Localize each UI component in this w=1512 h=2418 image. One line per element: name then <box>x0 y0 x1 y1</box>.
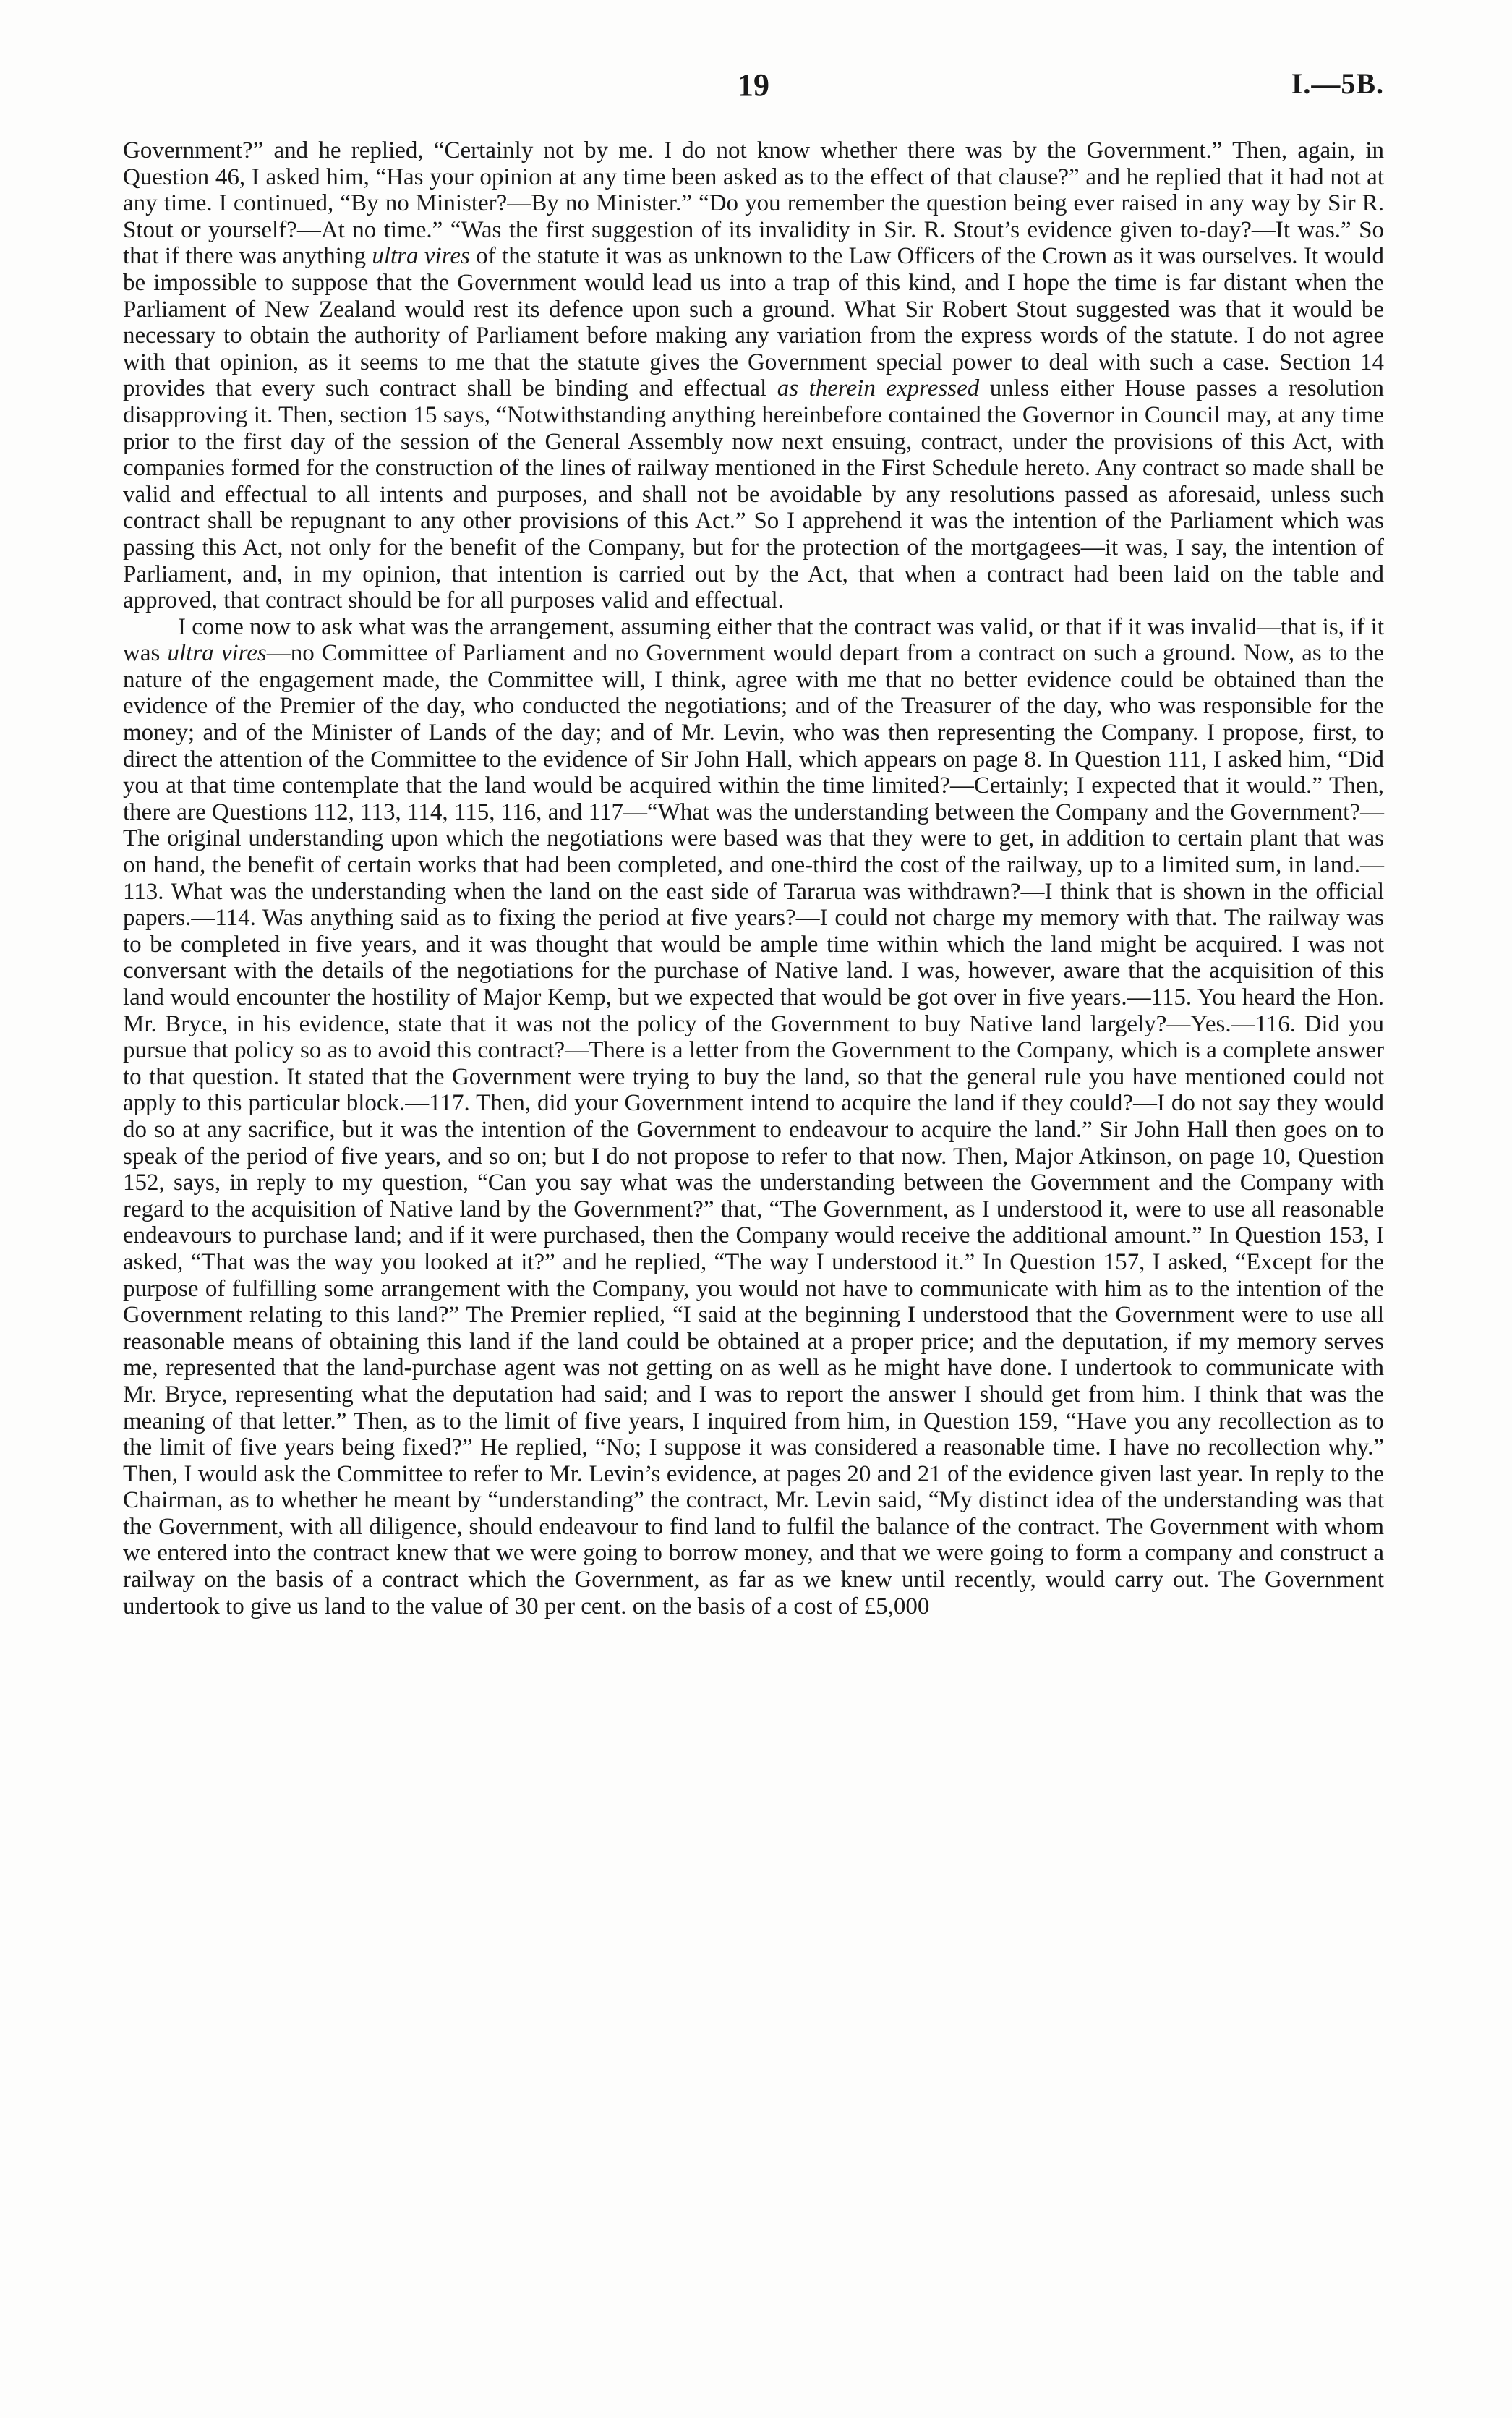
text-run: —no Committee of Parliament and no Government would depart from a contract on such a ground. Now, as to the nature of the engagement made, the Committee will, I think, agree with me that no better evidence could be obtained than the evidence of the Premier of the day, who conducted the negotiations; and of the Treasurer of the day, who was responsible for the money; and of the Minister of Lands of the day; and of Mr. Levin, who was then representing the Company. I propose, first, to direct the attention of the Committee to the evidence of Sir John Hall, which appears on page 8. In Question 111, I asked him, “Did you at that time contemplate that the land would be acquired within the time limited?—Certainly; I expected that it would.” Then, there are Questions 112, 113, 114, 115, 116, and 117—“What was the understanding between the Company and the Government?—The original understanding upon which the negotiations were based was that they were to get, in addition to certain plant that was on hand, the benefit of certain works that had been completed, and one-third the cost of the railway, up to a limited sum, in land.—113. What was the understanding when the land on the east side of Tararua was withdrawn?—I think that is shown in the official papers.—114. Was anything said as to fixing the period at five years?—I could not charge my memory with that. The railway was to be completed in five years, and it was thought that would be ample time within which the land might be acquired. I was not conversant with the details of the negotiations for the purchase of Native land. I was, however, aware that the acquisition of this land would encounter the hostility of Major Kemp, but we expected that would be got over in five years.—115. You heard the Hon. Mr. Bryce, in his evidence, state that it was not the policy of the Government to buy Native land largely?—Yes.—116. Did you pursue that policy so as to avoid this contract?—There is a letter from the Government to the Company, which is a complete answer to that question. It stated that the Government were trying to buy the land, so that the general rule you have mentioned could not apply to this particular block.—117. Then, did your Government intend to acquire the land if they could?—I do not say they would do so at any sacrifice, but it was the intention of the Government to endeavour to acquire the land.” Sir John Hall then goes on to speak of the period of five years, and so on; but I do not propose to refer to that now. Then, Major Atkinson, on page 10, Question 152, says, in reply to my question, “Can you say what was the understanding between the Government and the Company with regard to the acquisition of Native land by the Government?” that, “The Government, as I understood it, were to use all reasonable endeavours to purchase land; and if it were purchased, then the Company would receive the additional amount.” In Question 153, I asked, “That was the way you looked at it?” and he replied, “The way I understood it.” In Question 157, I asked, “Except for the purpose of fulfilling some arrangement with the Company, you would not have to communicate with him as to the intention of the Government relating to this land?” The Premier replied, “I said at the beginning I understood that the Government were to use all reasonable means of obtaining this land if the land could be obtained at a proper price; and the deputation, if my memory serves me, represented that the land-purchase agent was not getting on as well as he might have done. I undertook to communicate with Mr. Bryce, representing what the deputation had said; and I was to report the answer I should get from him. I think that was the meaning of that letter.” Then, as to the limit of five years, I inquired from him, in Question 159, “Have you any recollection as to the limit of five years being fixed?” He replied, “No; I suppose it was considered a reasonable time. I have no recollection why.” Then, I would ask the Committee to refer to Mr. Levin’s evidence, at pages 20 and 21 of the evidence given last year. In reply to the Chairman, as to whether he meant by “understanding” the contract, Mr. Levin said, “My distinct idea of the understanding was that the Government, with all diligence, should endeavour to find land to fulfil the balance of the contract. The Government with whom we entered into the contract knew that we were going to borrow money, and that we were going to form a company and construct a railway on the basis of a contract which the Government, as far as we knew until recently, would carry out. The Government undertook to give us land to the value of 30 per cent. on the basis of a cost of £5,000 <box>123 640 1384 1619</box>
italic-phrase: ultra vires <box>167 640 267 667</box>
text-run: I come now to ask what was the arrangement, assuming either that the contract was valid, or that if it was invalid—that is, if it was <box>123 613 1384 667</box>
page-number: 19 <box>738 67 769 103</box>
page-header <box>123 67 1384 110</box>
body-text <box>123 137 1384 1619</box>
document-reference: I.—5B. <box>1291 67 1384 100</box>
paragraph-continuation <box>123 137 1384 614</box>
text-run: unless either House passes a resolution disapproving it. Then, section 15 says, “Notwithstanding anything hereinbefore contained the Governor in Council may, at any time prior to the first day of the session of the General Assembly now next ensuing, contract, under the provisions of this Act, with companies formed for the construction of the lines of railway mentioned in the First Schedule hereto. Any contract so made shall be valid and effectual to all intents and purposes, and shall not be avoidable by any resolutions passed as aforesaid, unless such contract shall be repugnant to any other provisions of this Act.” So I apprehend it was the intention of the Parliament which was passing this Act, not only for the benefit of the Company, but for the protection of the mortgagees—it was, I say, the intention of Parliament, and, in my opinion, that intention is carried out by the Act, that when a contract had been laid on the table and approved, that contract should be for all purposes valid and effectual. <box>123 375 1385 614</box>
text-run: of the statute it was as unknown to the Law Officers of the Crown as it was ourselves. It would be impossible to suppose that the Government would lead us into a trap of this kind, and I hope the time is far distant when the Parliament of New Zealand would rest its defence upon such a ground. What Sir Robert Stout suggested was that it would be necessary to obtain the authority of Parliament before making any variation from the express words of the statute. I do not agree with that opinion, as it seems to me that the statute gives the Government special power to deal with such a case. Section 14 provides that every such contract shall be binding and effectual <box>123 243 1384 402</box>
paragraph-arrangement <box>123 614 1384 1620</box>
italic-phrase: ultra vires <box>372 243 470 270</box>
text-run: Government?” and he replied, “Certainly not by me. I do not know whether there was by the Government.” Then, again, in Question 46, I asked him, “Has your opinion at any time been asked as to the effect of that clause?” and he replied that it had not at any time. I continued, “By no Minister?—By no Minister.” “Do you remember the question being ever raised in any way by Sir R. Stout or yourself?—At no time.” “Was the first suggestion of its invalidity in Sir. R. Stout’s evidence given to-day?—It was.” So that if there was anything <box>123 137 1384 270</box>
italic-phrase: as therein expressed <box>777 375 980 402</box>
